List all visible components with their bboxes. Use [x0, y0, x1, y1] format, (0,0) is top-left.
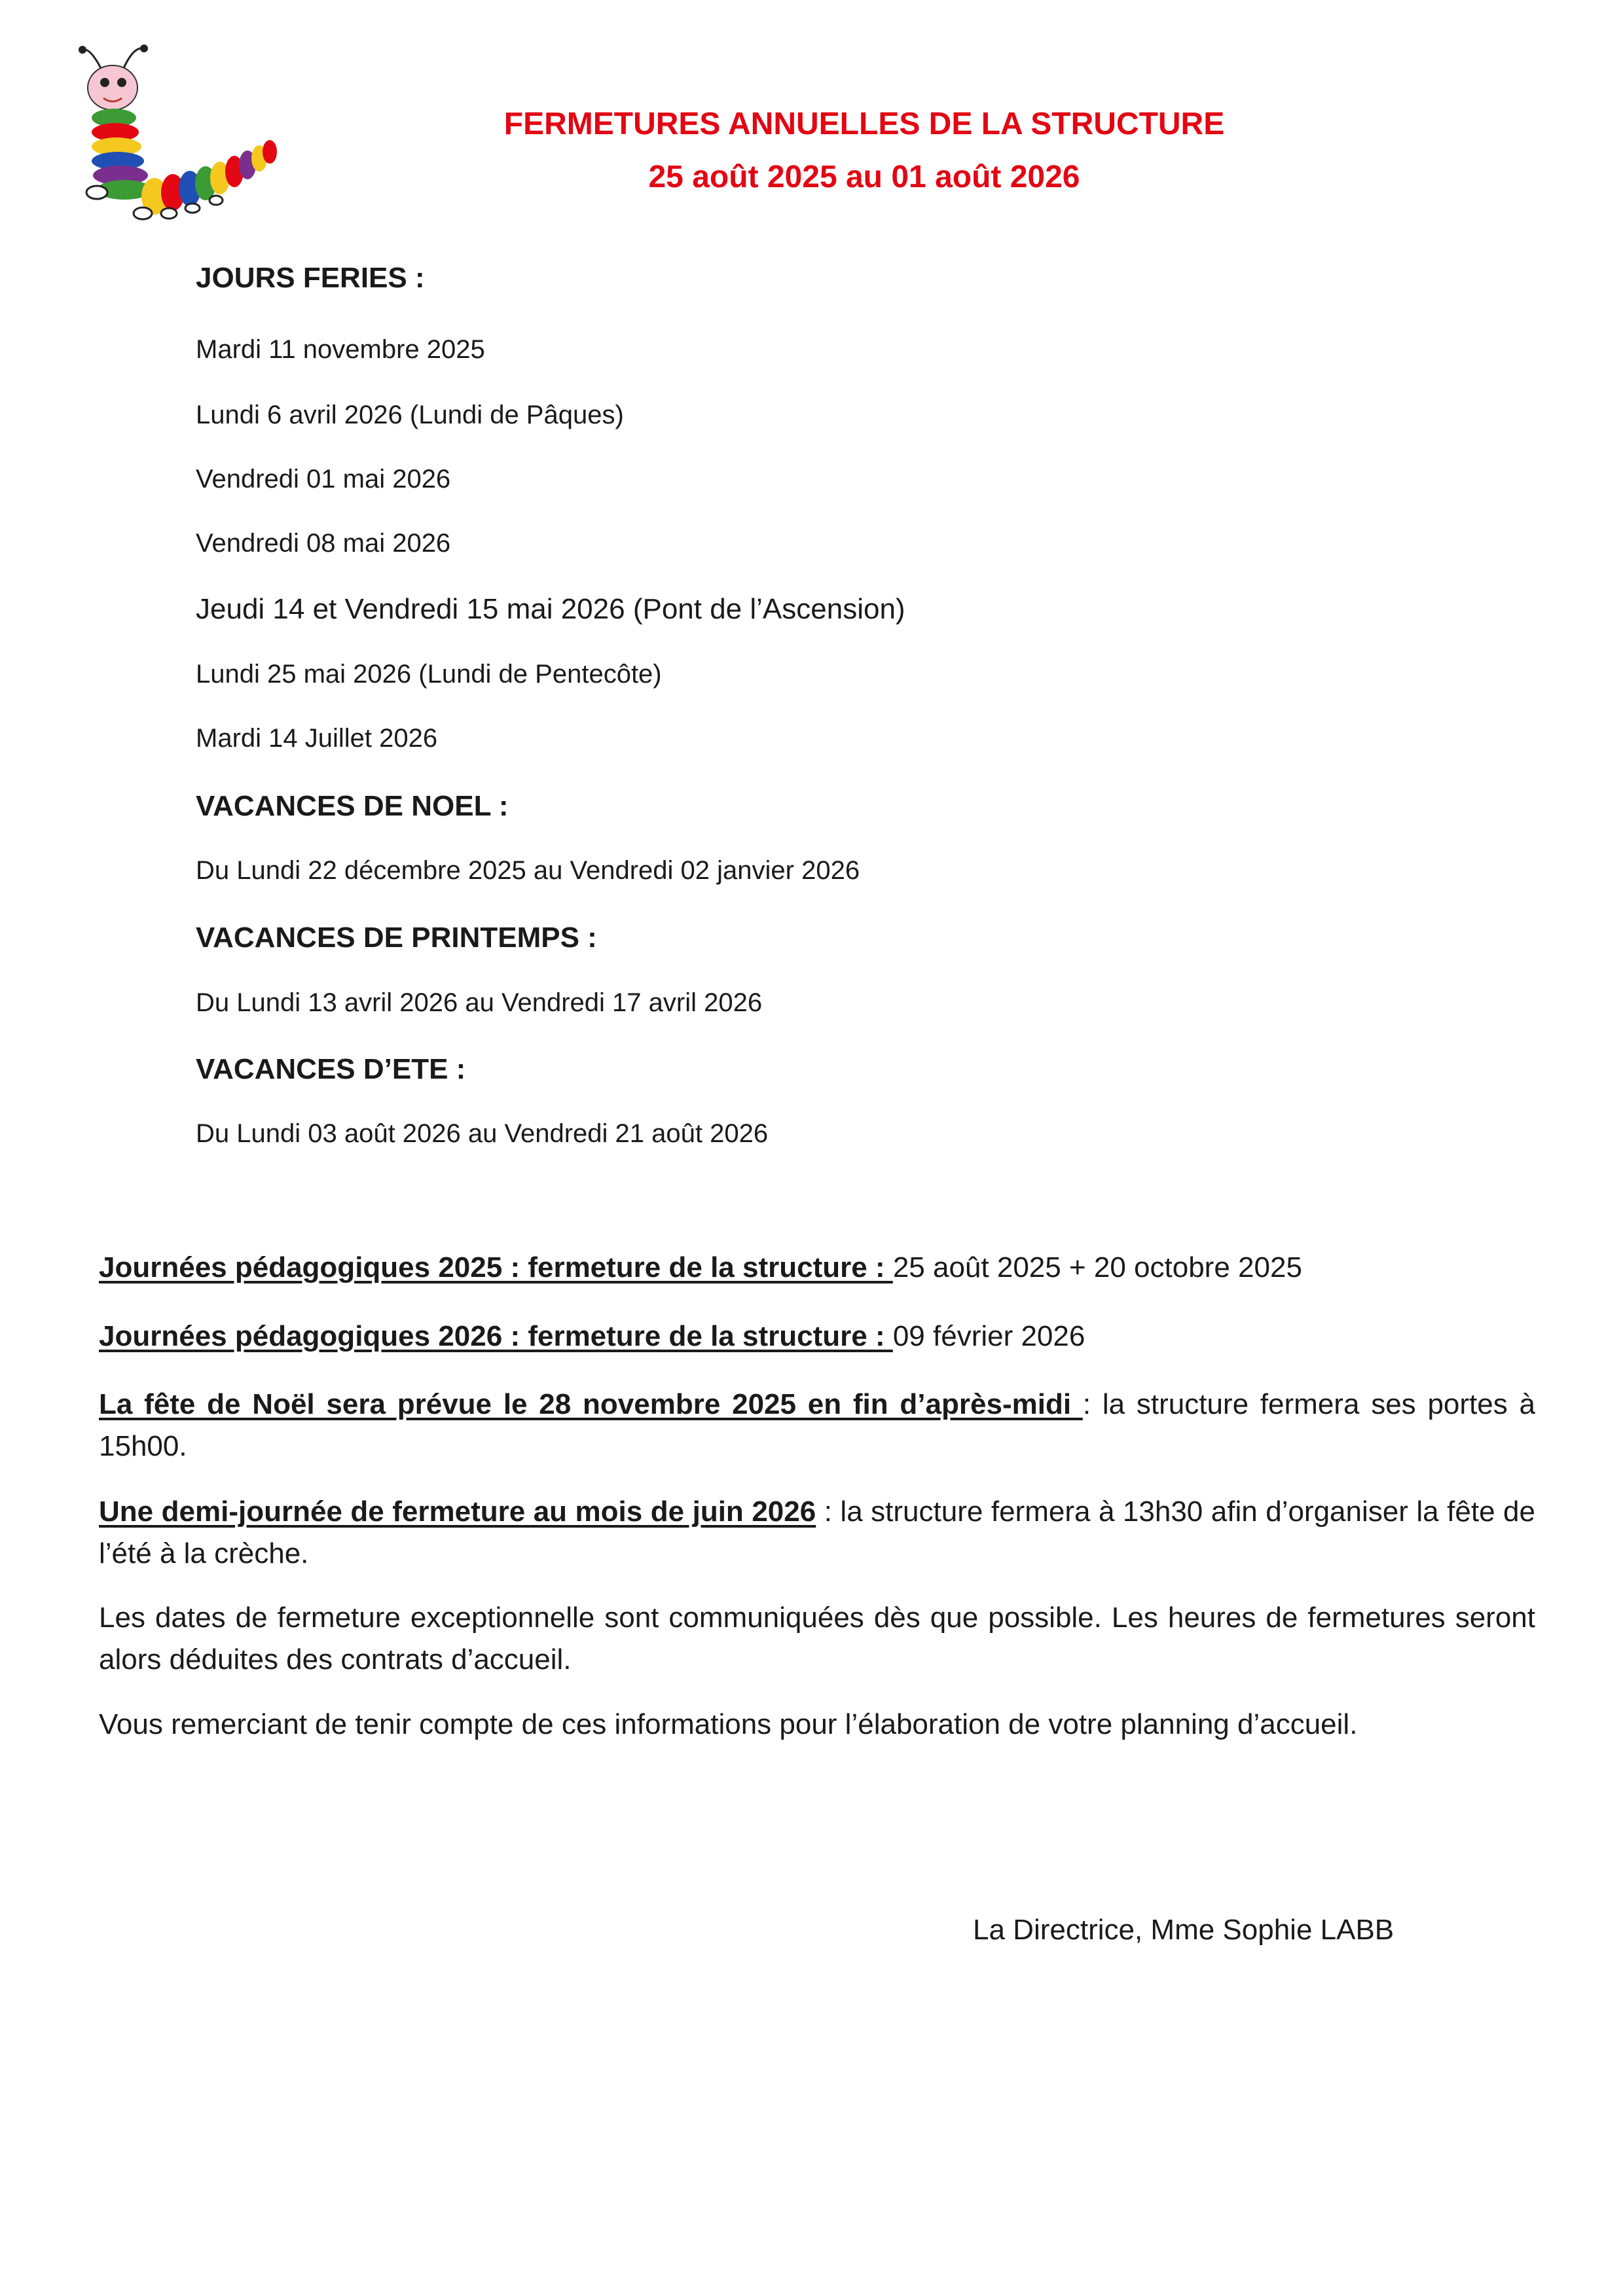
holiday-item: Mardi 11 novembre 2025: [196, 335, 485, 364]
vacances-noel-dates: Du Lundi 22 décembre 2025 au Vendredi 02 janvier 2026: [196, 856, 860, 885]
demi-journee-value: : la structure fermera à 13h30 afin d’organiser la fête de l’été à la crèche.: [99, 1496, 1535, 1570]
fete-noel-value: : la structure fermera ses portes à 15h00.: [99, 1388, 1536, 1462]
page-subtitle-dates: 25 août 2025 au 01 août 2026: [648, 160, 1080, 194]
signature: La Directrice, Mme Sophie LABB: [973, 1914, 1395, 1946]
journees-2025-value: 25 août 2025 + 20 octobre 2025: [892, 1251, 1302, 1283]
holiday-item: Vendredi 01 mai 2026: [196, 465, 451, 493]
journees-pedagogiques-2026: [99, 1316, 1535, 1357]
demi-journee-label: Une demi-journée de fermeture au mois de juin 2026: [99, 1496, 816, 1528]
journees-2026-value: 09 février 2026: [892, 1320, 1085, 1352]
holiday-item: Mardi 14 Juillet 2026: [196, 724, 438, 753]
journees-pedagogiques-2025: [99, 1247, 1535, 1289]
vacances-printemps-dates: Du Lundi 13 avril 2026 au Vendredi 17 avril 2026: [196, 988, 763, 1017]
vacances-ete-dates: Du Lundi 03 août 2026 au Vendredi 21 août 2026: [196, 1119, 769, 1148]
holiday-item: Lundi 6 avril 2026 (Lundi de Pâques): [196, 401, 624, 429]
fermeture-exceptionnelle-note: Les dates de fermeture exceptionnelle sont communiquées dès que possible. Les heures de fermetures seront alors déduites des contrats d’accueil.: [99, 1602, 1535, 1676]
fete-noel-note: [99, 1384, 1535, 1467]
vacances-noel-heading: VACANCES DE NOEL :: [196, 790, 509, 822]
journees-2026-label: Journées pédagogiques 2026 : fermeture de la structure :: [99, 1320, 893, 1352]
holiday-item: Jeudi 14 et Vendredi 15 mai 2026 (Pont de l’Ascension): [196, 593, 905, 625]
jours-feries-heading: JOURS FERIES :: [196, 262, 425, 294]
fete-noel-label: La fête de Noël sera prévue le 28 novembre 2025 en fin d’après-midi: [99, 1388, 1083, 1420]
page-title: FERMETURES ANNUELLES DE LA STRUCTURE: [503, 107, 1225, 141]
remerciement-note: Vous remerciant de tenir compte de ces informations pour l’élaboration de votre planning d’accueil.: [99, 1708, 1358, 1740]
vacances-printemps-heading: VACANCES DE PRINTEMPS :: [196, 922, 597, 954]
demi-journee-juin-note: [99, 1491, 1535, 1575]
vacances-ete-heading: VACANCES D’ETE :: [196, 1053, 466, 1085]
holiday-item: Vendredi 08 mai 2026: [196, 529, 451, 558]
journees-2025-label: Journées pédagogiques 2025 : fermeture de la structure :: [99, 1251, 893, 1283]
holiday-item: Lundi 25 mai 2026 (Lundi de Pentecôte): [196, 660, 662, 689]
